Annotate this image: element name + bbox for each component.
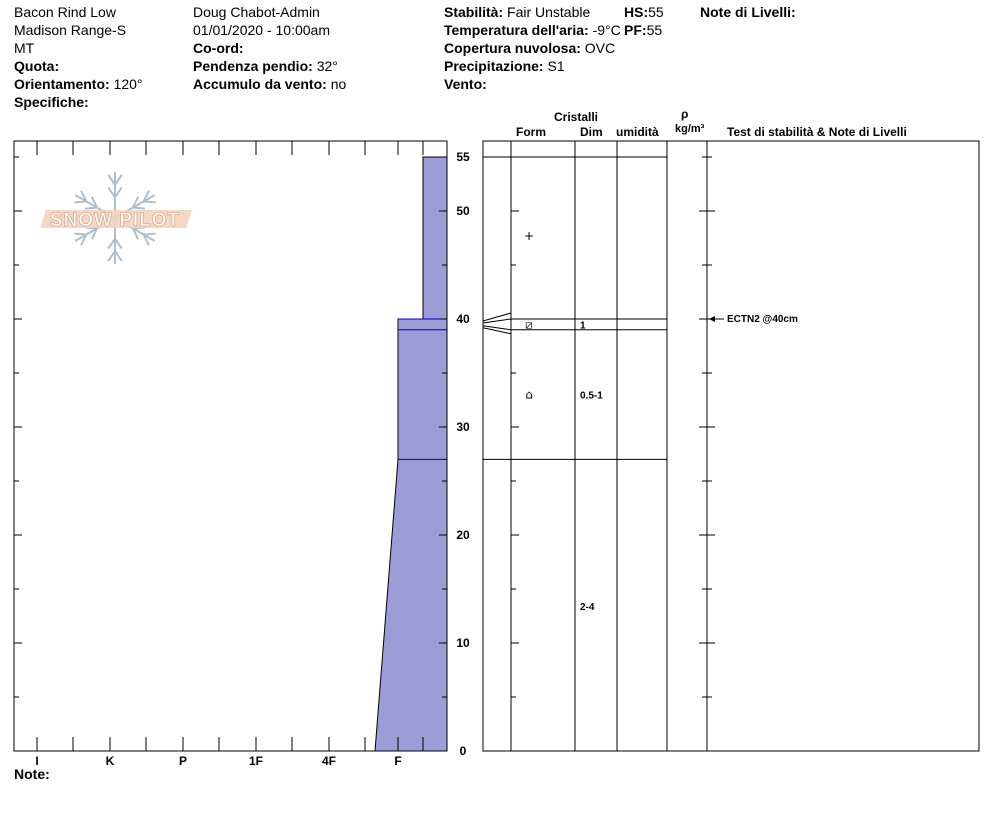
- snow-pilot-logo: [40, 172, 192, 264]
- wind-loading-value: no: [330, 76, 347, 92]
- snowflake-branch: [74, 234, 86, 235]
- observation-datetime: 01/01/2020 - 10:00am: [193, 22, 330, 38]
- depth-tick-label: 30: [456, 420, 470, 434]
- cloud-value: OVC: [584, 40, 616, 56]
- stability-value: Fair Unstable: [507, 4, 591, 20]
- hs-value: 55: [648, 4, 664, 20]
- hardness-tick-label: F: [394, 754, 402, 768]
- wind-label: Vento:: [444, 76, 487, 92]
- aspect-label: Orientamento:: [14, 76, 110, 92]
- snowflake-branch: [144, 234, 156, 235]
- slope-label: Pendenza pendio:: [193, 58, 313, 74]
- stability-label: Stabilità:: [444, 4, 504, 20]
- hardness-tick-label: K: [105, 754, 115, 768]
- hs-label: HS:: [624, 4, 649, 20]
- rho-header: ρ: [681, 107, 689, 121]
- layer-notes-label: Note di Livelli:: [700, 4, 796, 20]
- grain-size-label: 2-4: [580, 602, 595, 613]
- depth-tick-label: 10: [456, 636, 470, 650]
- notes-label: Note:: [14, 766, 50, 782]
- grain-form-symbol: +: [523, 229, 535, 243]
- hardness-tick-label: 1F: [248, 754, 264, 768]
- snowflake-branch: [115, 239, 122, 249]
- hardness-tick-label: I: [35, 754, 39, 768]
- precip-value: S1: [547, 58, 565, 74]
- hardness-x-axis-labels: [35, 754, 401, 768]
- layer-table-columns: [511, 141, 715, 751]
- snowflake-branch: [108, 187, 115, 197]
- form-header: Form: [516, 125, 546, 139]
- hardness-tick-label: 4F: [321, 754, 337, 768]
- grain-form-symbol: ⧄: [525, 317, 533, 332]
- elevation-label: Quota:: [14, 58, 60, 74]
- snowflake-branch: [115, 175, 122, 185]
- pf-label: PF:: [624, 22, 647, 38]
- density-unit-header: kg/m³: [675, 123, 705, 135]
- coord-label: Co-ord:: [193, 40, 244, 56]
- snowflake-branch: [74, 201, 86, 202]
- logo-text: SNOW PILOT: [49, 210, 181, 231]
- snowflake-branch: [85, 208, 97, 209]
- moisture-header: umidità: [616, 125, 659, 139]
- stability-test-arrowhead: [709, 316, 715, 322]
- aspect-value: 120°: [113, 76, 143, 92]
- cloud-label: Copertura nuvolosa:: [444, 40, 581, 56]
- crystals-header: Cristalli: [554, 110, 599, 124]
- grain-size-label: 0.5-1: [580, 390, 603, 402]
- wind-loading-label: Accumulo da vento:: [193, 76, 327, 92]
- depth-tick-label: 50: [456, 204, 470, 218]
- depth-tick-label: 20: [456, 528, 470, 542]
- snowflake-branch: [108, 239, 115, 249]
- slope-value: 32°: [316, 58, 338, 74]
- snowflake-branch: [108, 175, 115, 185]
- depth-axis-labels: [456, 150, 470, 758]
- snowflake-branch: [115, 251, 122, 261]
- hardness-tick-label: P: [178, 754, 188, 768]
- specifics-label: Specifiche:: [14, 94, 89, 110]
- precip-label: Precipitazione:: [444, 58, 544, 74]
- depth-tick-label: 0: [459, 744, 467, 758]
- snowflake-branch: [144, 201, 156, 202]
- grain-form-symbol: ⌂: [525, 387, 533, 402]
- tests-notes-header: Test di stabilità & Note di Livelli: [727, 125, 907, 139]
- snowflake-branch: [133, 208, 145, 209]
- layer-table-frame: [483, 141, 979, 751]
- pf-value: 55: [646, 22, 663, 38]
- depth-tick-label: 55: [456, 150, 470, 164]
- observer-name: Doug Chabot-Admin: [193, 4, 320, 20]
- depth-tick-label: 40: [456, 312, 470, 326]
- layer-table-contents: [524, 229, 798, 613]
- dim-header: Dim: [580, 125, 603, 139]
- snowflake-branch: [115, 187, 122, 197]
- location-name: Bacon Rind Low: [14, 4, 116, 20]
- air-temp-value: -9°C: [592, 22, 621, 38]
- hardness-area: [375, 157, 447, 751]
- range-name: Madison Range-S: [14, 22, 127, 38]
- stability-test-label: ECTN2 @40cm: [727, 314, 798, 325]
- hardness-profile: [375, 157, 447, 751]
- snowflake-branch: [108, 251, 115, 261]
- grain-size-label: 1: [580, 320, 586, 332]
- state-name: MT: [14, 40, 35, 56]
- air-temp-label: Temperatura dell'aria:: [444, 22, 589, 38]
